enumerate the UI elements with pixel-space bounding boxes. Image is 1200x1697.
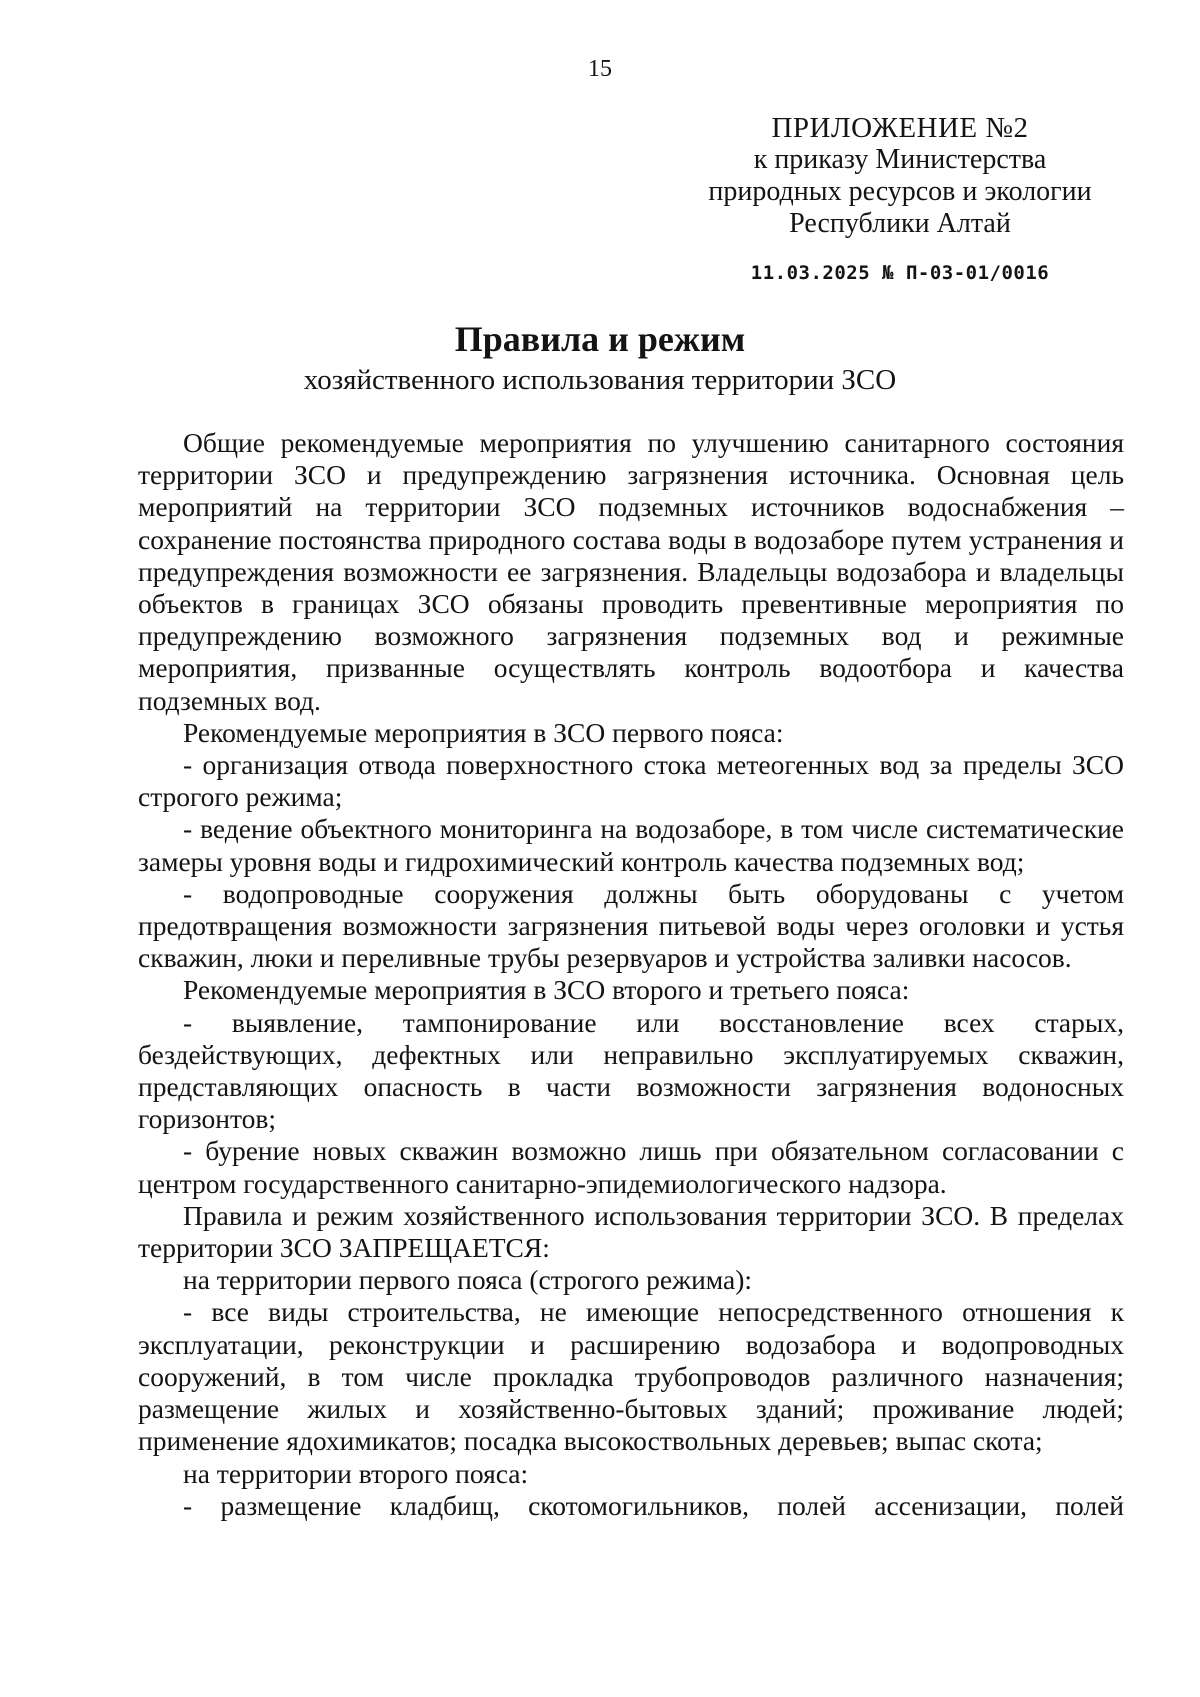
appendix-line-2: природных ресурсов и экологии <box>708 176 1092 207</box>
list-item: - выявление, тампонирование или восстановление всех старых, бездействующих, дефектных или неправильно эксплуатируемых скважин, представляющих опасность в части возможности загрязнения водоносных горизонтов; <box>138 1006 1124 1135</box>
appendix-line-3: Республики Алтай <box>789 208 1011 239</box>
paragraph-intro: Общие рекомендуемые мероприятия по улучшению санитарного состояния территории ЗСО и предупреждению загрязнения источника. Основная цель мероприятий на территории ЗСО подземных источников водоснабжения – сохранение постоянства природного состава воды в водозаборе путем устранения и предупреждения возможности ее загрязнения. Владельцы водозабора и владельцы объектов в границах ЗСО обязаны проводить превентивные мероприятия по предупреждению возможного загрязнения подземных вод и режимные мероприятия, призванные осуществлять контроль водоотбора и качества подземных вод. <box>138 427 1124 716</box>
list-item: - водопроводные сооружения должны быть оборудованы с учетом предотвращения возможности загрязнения питьевой воды через оголовки и устья скважин, люки и переливные трубы резервуаров и устройства заливки насосов. <box>138 877 1124 974</box>
document-title: Правила и режим <box>454 319 746 359</box>
paragraph-prohibitions: Правила и режим хозяйственного использования территории ЗСО. В пределах территории ЗСО ЗАПРЕЩАЕТСЯ: <box>138 1199 1124 1264</box>
list-item: - ведение объектного мониторинга на водозаборе, в том числе систематические замеры уровня воды и гидрохимический контроль качества подземных вод; <box>138 813 1124 877</box>
page-number: 15 <box>588 56 612 82</box>
list-item: - размещение кладбищ, скотомогильников, полей ассенизации, полей <box>183 1489 1124 1521</box>
order-reference: 11.03.2025 № П-03-01/0016 <box>750 262 1050 284</box>
appendix-line-1: к приказу Министерства <box>753 144 1047 175</box>
list-item: - организация отвода поверхностного стока метеогенных вод за пределы ЗСО строгого режима; <box>138 749 1124 813</box>
paragraph-second-belt-label: на территории второго пояса: <box>183 1457 529 1489</box>
document-subtitle: хозяйственного использования территории ЗСО <box>303 364 897 396</box>
appendix-block <box>690 112 1110 240</box>
list-item: - все виды строительства, не имеющие непосредственного отношения к эксплуатации, реконструкции и расширению водозабора и водопроводных сооружений, в том числе прокладка трубопроводов различного назначения; размещение жилых и хозяйственно-бытовых зданий; проживание людей; применение ядохимикатов; посадка высокоствольных деревьев; выпас скота; <box>138 1296 1124 1457</box>
list-item: - бурение новых скважин возможно лишь при обязательном согласовании с центром государственного санитарно-эпидемиологического надзора. <box>138 1135 1124 1199</box>
paragraph-first-belt-label: на территории первого пояса (строгого режима): <box>183 1264 753 1296</box>
paragraph-first-belt-heading: Рекомендуемые мероприятия в ЗСО первого пояса: <box>183 716 784 748</box>
body-text <box>138 427 1124 1522</box>
paragraph-second-third-belt-heading: Рекомендуемые мероприятия в ЗСО второго и третьего пояса: <box>183 974 910 1006</box>
appendix-title: ПРИЛОЖЕНИЕ №2 <box>771 112 1029 144</box>
